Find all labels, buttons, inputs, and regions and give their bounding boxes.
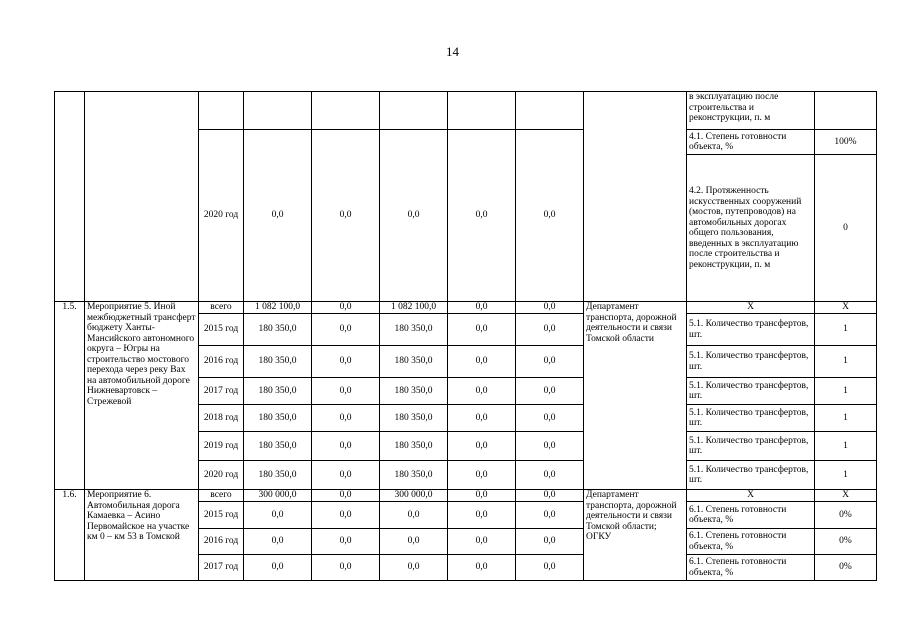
cell-indicator-value: 0: [815, 155, 877, 302]
cell-value: 300 000,0: [244, 490, 312, 502]
cell-indicator: 5.1. Количество трансфертов, шт.: [687, 346, 815, 378]
cell-value: 0,0: [312, 461, 380, 490]
cell-indicator: 5.1. Количество трансфертов, шт.: [687, 314, 815, 346]
cell-value: 0,0: [448, 555, 516, 581]
cell-value: 0,0: [516, 405, 584, 432]
cell-value: 0,0: [516, 346, 584, 378]
cell-value: 180 350,0: [244, 378, 312, 405]
cell-indicator: 5.1. Количество трансфертов, шт.: [687, 378, 815, 405]
cell-value: 0,0: [244, 502, 312, 529]
cell-value: 180 350,0: [380, 405, 448, 432]
cell-responsible: Департамент транспорта, дорожной деятельности и связи Томской области; ОГКУ: [584, 490, 687, 581]
cell-value: 0,0: [312, 502, 380, 529]
cell-year: 2015 год: [199, 502, 244, 529]
cell-indicator: 6.1. Степень готовности объекта, %: [687, 502, 815, 529]
cell-value: 180 350,0: [244, 405, 312, 432]
cell-year: 2015 год: [199, 314, 244, 346]
cell-value: 0,0: [380, 130, 448, 302]
cell-year: [199, 92, 244, 130]
cell-indicator: Х: [687, 302, 815, 314]
cell-indicator: 5.1. Количество трансфертов, шт.: [687, 461, 815, 490]
cell-year: всего: [199, 490, 244, 502]
cell-year: 2016 год: [199, 529, 244, 555]
cell-responsible: Департамент транспорта, дорожной деятельности и связи Томской области: [584, 302, 687, 490]
cell-value: 0,0: [516, 502, 584, 529]
cell-indicator-value: 1: [815, 461, 877, 490]
cell-value: 0,0: [312, 555, 380, 581]
cell-value: 0,0: [312, 378, 380, 405]
cell-value: 0,0: [380, 529, 448, 555]
cell-indicator: в эксплуатацию после строительства и реконструкции, п. м: [687, 92, 815, 130]
cell-name: Мероприятие 5. Иной межбюджетный трансферт бюджету Ханты-Мансийского автономного округа – Югры на строительство мостового перехода через реку Вах на автомобильной дороге Нижневартовск – Стрежевой: [85, 302, 199, 490]
table-row: [55, 92, 877, 130]
cell-name: Мероприятие 6. Автомобильная дорога Камаевка – Асино Первомайское на участке км 0 – км 53 в Томской: [85, 490, 199, 581]
cell-indicator: Х: [687, 490, 815, 502]
cell-value: 0,0: [244, 130, 312, 302]
cell-indicator: 4.1. Степень готовности объекта, %: [687, 130, 815, 155]
cell-year: 2019 год: [199, 432, 244, 461]
cell-year: всего: [199, 302, 244, 314]
cell-value: 0,0: [516, 490, 584, 502]
cell-value: 180 350,0: [380, 461, 448, 490]
cell-value: 0,0: [516, 378, 584, 405]
cell-value: 0,0: [448, 529, 516, 555]
cell-value: 0,0: [516, 529, 584, 555]
cell-value: 0,0: [448, 302, 516, 314]
cell-indicator-value: 1: [815, 346, 877, 378]
cell-value: 0,0: [448, 490, 516, 502]
cell-indicator: 6.1. Степень готовности объекта, %: [687, 529, 815, 555]
cell-indicator-value: 1: [815, 314, 877, 346]
cell-indicator-value: 0%: [815, 529, 877, 555]
cell-value: 0,0: [516, 432, 584, 461]
cell-value: 0,0: [448, 130, 516, 302]
cell-value: 1 082 100,0: [380, 302, 448, 314]
page-number: 14: [446, 44, 459, 59]
cell-indicator-value: 0%: [815, 555, 877, 581]
cell-indicator-value: Х: [815, 302, 877, 314]
cell-num: 1.5.: [55, 302, 85, 490]
cell-year: 2017 год: [199, 378, 244, 405]
cell-num: [55, 92, 85, 302]
cell-value: 0,0: [244, 529, 312, 555]
cell-indicator-value: 100%: [815, 130, 877, 155]
cell-value: 0,0: [448, 405, 516, 432]
cell-value: 0,0: [312, 529, 380, 555]
cell-year: 2020 год: [199, 461, 244, 490]
cell-value: 0,0: [448, 378, 516, 405]
cell-indicator: 5.1. Количество трансфертов, шт.: [687, 405, 815, 432]
cell-indicator: 4.2. Протяженность искусственных сооружений (мостов, путепроводов) на автомобильных дорогах общего пользования, введенных в эксплуатацию после строительства и реконструкции, п. м: [687, 155, 815, 302]
table-row: [55, 490, 877, 502]
cell-year: 2020 год: [199, 130, 244, 302]
program-table: [54, 91, 877, 581]
cell-value: 180 350,0: [244, 346, 312, 378]
cell-responsible: [584, 92, 687, 302]
cell-value: 180 350,0: [380, 346, 448, 378]
cell-value: 0,0: [312, 302, 380, 314]
cell-value: 0,0: [312, 130, 380, 302]
cell-value: 0,0: [448, 314, 516, 346]
table-row: [55, 302, 877, 314]
cell-value: 1 082 100,0: [244, 302, 312, 314]
cell-indicator-value: 1: [815, 432, 877, 461]
cell-indicator-value: Х: [815, 490, 877, 502]
cell-num: 1.6.: [55, 490, 85, 581]
cell-year: 2018 год: [199, 405, 244, 432]
cell-value: 0,0: [448, 346, 516, 378]
cell-value: 0,0: [448, 432, 516, 461]
cell-value: 0,0: [516, 302, 584, 314]
cell-value: 0,0: [380, 502, 448, 529]
cell-value: 0,0: [516, 130, 584, 302]
cell-value: 0,0: [244, 555, 312, 581]
cell-indicator: 6.1. Степень готовности объекта, %: [687, 555, 815, 581]
cell-value: 0,0: [380, 555, 448, 581]
cell-value: 180 350,0: [380, 314, 448, 346]
cell-value: 180 350,0: [244, 432, 312, 461]
cell-indicator-value: 1: [815, 378, 877, 405]
cell-value: 0,0: [312, 490, 380, 502]
cell-value: 180 350,0: [244, 314, 312, 346]
cell-value: 0,0: [312, 405, 380, 432]
cell-value: 180 350,0: [380, 432, 448, 461]
cell-year: 2017 год: [199, 555, 244, 581]
cell-value: 180 350,0: [380, 378, 448, 405]
cell-value: 0,0: [312, 314, 380, 346]
cell-value: 0,0: [448, 461, 516, 490]
cell-value: 180 350,0: [244, 461, 312, 490]
cell-value: 0,0: [312, 346, 380, 378]
cell-indicator: 5.1. Количество трансфертов, шт.: [687, 432, 815, 461]
cell-value: 300 000,0: [380, 490, 448, 502]
cell-year: 2016 год: [199, 346, 244, 378]
cell-value: 0,0: [516, 555, 584, 581]
cell-value: 0,0: [448, 502, 516, 529]
cell-value: 0,0: [312, 432, 380, 461]
cell-value: 0,0: [516, 314, 584, 346]
cell-indicator-value: 0%: [815, 502, 877, 529]
cell-name: [85, 92, 199, 302]
cell-indicator-value: 1: [815, 405, 877, 432]
cell-value: 0,0: [516, 461, 584, 490]
